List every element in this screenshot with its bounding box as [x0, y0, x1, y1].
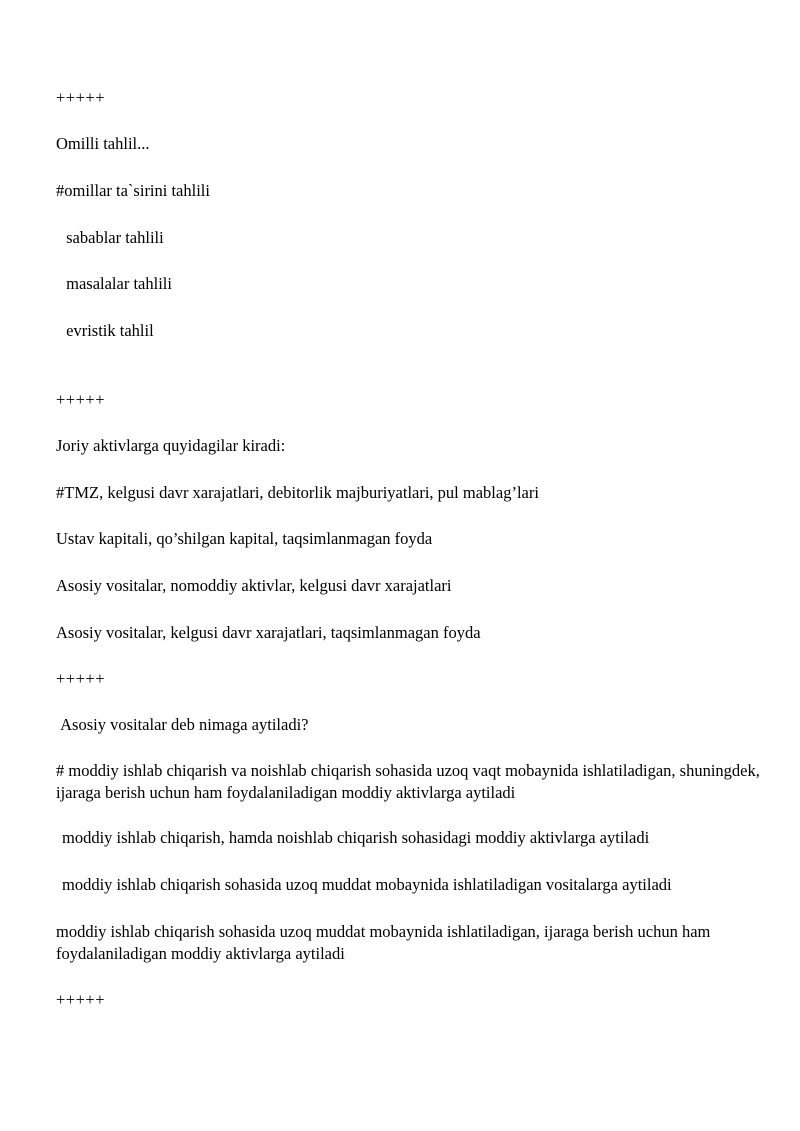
- answer-option: #omillar ta`sirini tahlili: [56, 180, 210, 200]
- answer-option: Asosiy vositalar, kelgusi davr xarajatlari, taqsimlanmagan foyda: [56, 622, 481, 642]
- answer-option: moddiy ishlab chiqarish, hamda noishlab chiqarish sohasidagi moddiy aktivlarga aytiladi: [62, 828, 650, 848]
- question-text: Asosiy vositalar deb nimaga aytiladi?: [56, 714, 309, 734]
- answer-option: sabablar tahlili: [62, 227, 164, 247]
- separator-line: +++++: [56, 990, 106, 1010]
- answer-option: evristik tahlil: [62, 321, 154, 341]
- question-text: Omilli tahlil...: [56, 134, 150, 153]
- answer-option: Asosiy vositalar, nomoddiy aktivlar, kelgusi davr xarajatlari: [56, 576, 452, 596]
- answer-option: Ustav kapitali, qo’shilgan kapital, taqsimlanmagan foyda: [56, 529, 433, 549]
- answer-option: moddiy ishlab chiqarish sohasida uzoq muddat mobaynida ishlatiladigan, ijaraga berish uchun ham foydalaniladigan moddiy aktivlarga aytiladi: [56, 922, 711, 964]
- answer-option: # moddiy ishlab chiqarish va noishlab chiqarish sohasida uzoq vaqt mobaynida ishlatiladigan, shuningdek, ijaraga berish uchun ham foydalaniladigan moddiy aktivlarga aytiladi: [56, 761, 760, 803]
- answer-option: masalalar tahlili: [62, 274, 172, 294]
- answer-option: #TMZ, kelgusi davr xarajatlari, debitorlik majburiyatlari, pul mablag’lari: [56, 482, 539, 502]
- question-text: Joriy aktivlarga quyidagilar kiradi:: [56, 435, 286, 455]
- separator-line: +++++: [56, 668, 106, 688]
- answer-option: moddiy ishlab chiqarish sohasida uzoq muddat mobaynida ishlatiladigan vositalarga aytiladi: [62, 875, 672, 895]
- separator-line: +++++: [56, 88, 106, 107]
- separator-line: +++++: [56, 389, 106, 409]
